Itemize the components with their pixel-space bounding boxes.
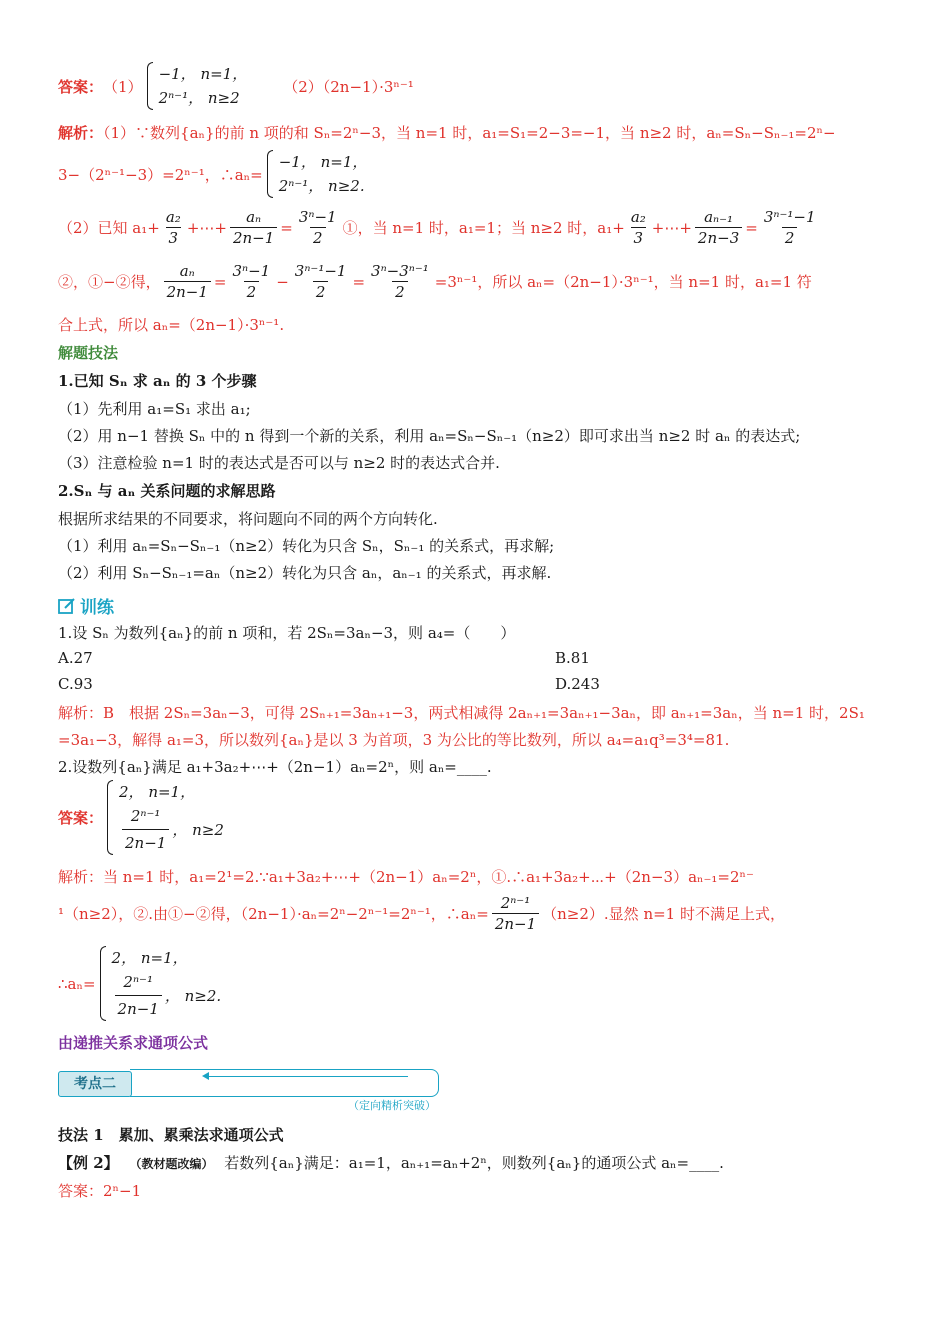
fraction: $\frac{\text{3ⁿ⁻¹−1}}{2}$ [294,262,347,301]
case-1: −1， n=1， [158,65,248,83]
analysis-q1-line-1: 解析：B 根据 2Sₙ=3aₙ−3，可得 2Sₙ₊₁=3aₙ₊₁−3，两式相减得 2aₙ₊₁=3aₙ₊₁−3aₙ，即 aₙ₊₁=3aₙ，当 n=1 时，2S₁ [58,704,865,722]
fraction: $\frac{\text{3ⁿ−1}}{2}$ [298,208,337,247]
fraction: $\frac{\text{a₂}}{3}$ [165,208,181,247]
technique-1-title: 1.已知 Sₙ 求 aₙ 的 3 个步骤 [58,372,257,390]
analysis-q2-line-2: ¹（n≥2），②.由①−②得，（2n−1）·aₙ=2ⁿ−2ⁿ⁻¹=2ⁿ⁻¹，∴aₙ= $\frac{\text{2ⁿ⁻¹}}{2n-1}$ （n≥2）.显然 n=1 时不满足上式， [58,894,785,933]
technique-1-step-3: （3）注意检验 n=1 时的表达式是否可以与 n≥2 时的表达式合并. [58,454,500,472]
fraction: $\frac{\text{aₙ₋₁}}{2n-3}$ [695,208,742,247]
question-2: 2.设数列{aₙ}满足 a₁+3a₂+⋯+（2n−1）aₙ=2ⁿ，则 aₙ=____. [58,758,492,776]
technique-heading: 解题技法 [58,344,119,362]
banner-tag: 考点二 [58,1071,132,1097]
fraction: $\frac{\text{aₙ}}{2n-1}$ [230,208,277,247]
technique-1-step-2: （2）用 n−1 替换 Sₙ 中的 n 得到一个新的关系，利用 aₙ=Sₙ−Sₙ₋₁（n≥2）即可求出当 n≥2 时 aₙ 的表达式; [58,427,801,445]
piecewise-brace-2: −1， n=1， 2ⁿ⁻¹， n≥2. [267,150,368,198]
piecewise-brace [147,62,248,110]
analysis-1-line-2: 3−（2ⁿ⁻¹−3）=2ⁿ⁻¹，∴aₙ= −1， n=1， 2ⁿ⁻¹， n≥2. [58,150,367,198]
method-title: 技法 1 累加、累乘法求通项公式 [58,1126,284,1144]
example-answer: 答案：2ⁿ−1 [58,1182,142,1200]
analysis-1-line-4: ②，①−②得， $\frac{\text{aₙ}}{2n-1}$ = $\frac{\text{3ⁿ−1}}{2}$ − $\frac{\text{3ⁿ⁻¹−1}}{2}$ = $\frac{\text{3ⁿ−3ⁿ⁻¹}}{2}$ =3ⁿ⁻¹，所以 aₙ=（2n−1）·3ⁿ⁻¹，当 n=1 时，a₁=1 符 [58,262,812,301]
option-d: D.243 [555,675,600,693]
option-c: C.93 [58,675,93,693]
technique-1-step-1: （1）先利用 a₁=S₁ 求出 a₁; [58,400,251,418]
piecewise-brace-4: 2， n=1， $\frac{\text{2ⁿ⁻¹}}{2n-1}$ ， n≥2. [100,946,222,1021]
option-a: A.27 [58,649,93,667]
answer-q2: 答案： 2， n=1， $\frac{\text{2ⁿ⁻¹}}{2n-1}$ ， n≥2 [58,780,224,855]
fraction: $\frac{\text{a₂}}{3}$ [630,208,646,247]
pencil-square-icon [58,597,76,615]
analysis-q1-line-2: =3a₁−3，解得 a₁=3，所以数列{aₙ}是以 3 为首项，3 为公比的等比数列，所以 a₄=a₁q³=3⁴=81. [58,731,730,749]
technique-2-intro: 根据所求结果的不同要求，将问题向不同的两个方向转化. [58,510,438,528]
technique-2-step-1: （1）利用 aₙ=Sₙ−Sₙ₋₁（n≥2）转化为只含 Sₙ，Sₙ₋₁ 的关系式，再求解; [58,537,555,555]
analysis-1-line-5: 合上式，所以 aₙ=（2n−1）·3ⁿ⁻¹. [58,316,285,334]
case-2: 2ⁿ⁻¹， n≥2 [158,89,240,107]
fraction: $\frac{\text{3ⁿ−3ⁿ⁻¹}}{2}$ [371,262,429,301]
training-heading: 训练 [58,593,114,618]
question-1: 1.设 Sₙ 为数列{aₙ}的前 n 项和，若 2Sₙ=3aₙ−3，则 a₄=（ ） [58,624,516,642]
answer-1 [58,62,414,110]
fraction: $\frac{\text{aₙ}}{2n-1}$ [164,262,211,301]
answer-part-1: （1） [103,77,143,96]
fraction: $\frac{\text{3ⁿ−1}}{2}$ [232,262,271,301]
answer-part-2: （2）（2n−1）·3ⁿ⁻¹ [283,77,414,96]
analysis-1-line-3: （2）已知 a₁+ $\frac{\text{a₂}}{3}$ +⋯+ $\frac{\text{aₙ}}{2n-1}$ = $\frac{\text{3ⁿ−1}}{2}$ ①，当 n=1 时，a₁=1；当 n≥2 时，a₁+ $\frac{\text{a₂}}{3}$ +⋯+ $\frac{\text{aₙ₋₁}}{2n-3}$ = $\frac{\text{3ⁿ⁻¹−1}}{2}$ [58,208,822,247]
option-b: B.81 [555,649,590,667]
analysis-1-line-1: 解析：（1）∵数列{aₙ}的前 n 项的和 Sₙ=2ⁿ−3，当 n=1 时，a₁=S₁=2−3=−1，当 n≥2 时，aₙ=Sₙ−Sₙ₋₁=2ⁿ− [58,124,836,142]
fraction: $\frac{\text{3ⁿ⁻¹−1}}{2}$ [763,208,816,247]
piecewise-brace-3: 2， n=1， $\frac{\text{2ⁿ⁻¹}}{2n-1}$ ， n≥2 [107,780,224,855]
technique-2-title: 2.Sₙ 与 aₙ 关系问题的求解思路 [58,482,276,500]
topic-banner [58,1067,442,1111]
analysis-q2-conclusion: ∴aₙ= 2， n=1， $\frac{\text{2ⁿ⁻¹}}{2n-1}$ ， n≥2. [58,946,221,1021]
fraction: $\frac{\text{2ⁿ⁻¹}}{2n-1}$ [492,894,539,933]
technique-2-step-2: （2）利用 Sₙ−Sₙ₋₁=aₙ（n≥2）转化为只含 aₙ，aₙ₋₁ 的关系式，再求解. [58,564,552,582]
arrow-left-icon [202,1072,209,1080]
analysis-q2-line-1: 解析：当 n=1 时，a₁=2¹=2.∵a₁+3a₂+⋯+（2n−1）aₙ=2ⁿ，①.∴a₁+3a₂+⋯+（2n−3）aₙ₋₁=2ⁿ⁻ [58,868,754,886]
banner-subtitle: （定向精析突破） [348,1099,436,1112]
example-2: 【例 2】 （教材题改编） 若数列{aₙ}满足：a₁=1，aₙ₊₁=aₙ+2ⁿ，则数列{aₙ}的通项公式 aₙ=____. [58,1154,724,1172]
answer-label: 答案： [58,77,104,96]
section-heading: 由递推关系求通项公式 [58,1034,209,1052]
